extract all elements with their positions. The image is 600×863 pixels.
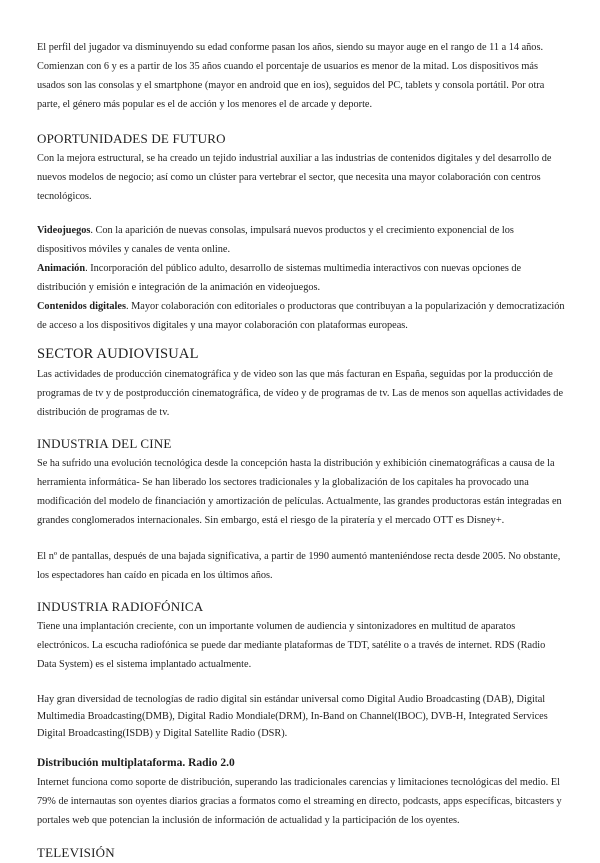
section-title-radio: INDUSTRIA RADIOFÓNICA [37,599,204,614]
cine-paragraph-2: El nº de pantallas, después de una bajada significativa, a partir de 1990 aumentó manteniéndose recta desde 2005. No obstante, los espectadores han caído en picada en los últimos años. [37,551,561,581]
section-title-cine: INDUSTRIA DEL CINE [37,436,172,451]
list-item-contenidos: Contenidos digitales. Mayor colaboración con editoriales o productoras que contribuyan a la popularización y democratización de acceso a los dispositivos digitales y una mayor colaboración con plataformas europeas. [37,301,565,331]
section-title-television: TELEVISIÓN [37,845,115,860]
list-term: Contenidos digitales [37,301,126,312]
section-title-distribucion: Distribución multiplataforma. Radio 2.0 [37,757,235,769]
cine-paragraph-1: Se ha sufrido una evolución tecnológica desde la concepción hasta la distribución y exhibición cinematográficas a causa de la herramienta informática- Se han liberado los sectores tradicionales y la globalización de los capitales ha provocado una modificación del modelo de financiación y amortización de películas. Actualmente, las grandes productoras están integradas en grandes conglomerados internacionales. Sin embargo, está el riesgo de la piratería y el mercado OTT es Disney+. [37,458,562,526]
section-title-oportunidades: OPORTUNIDADES DE FUTURO [37,131,226,146]
audiovisual-paragraph: Las actividades de producción cinematográfica y de video son las que más facturan en España, seguidas por la producción de programas de tv y de postproducción cinematográfica, de vídeo y de programas de tv. Las de menos son aquellas actividades de distribución de programas de tv. [37,369,564,418]
list-item-videojuegos: Videojuegos. Con la aparición de nuevas consolas, impulsará nuevos productos y el crecimiento exponencial de los dispositivos móviles y canales de venta online. [37,225,514,255]
radio-paragraph-2: Hay gran diversidad de tecnologías de radio digital sin estándar universal como Digital Audio Broadcasting (DAB), Digital Multimedia Broadcasting(DMB), Digital Radio Mondiale(DRM), In-Band on Channel(IBOC), DVB-H, Integrated Services Digital Broadcasting(ISDB) y Digital Satellite Radio (DSR). [37,694,548,739]
oportunidades-paragraph: Con la mejora estructural, se ha creado un tejido industrial auxiliar a las industrias de contenidos digitales y del desarrollo de nuevos modelos de negocio; así como un clúster para vertebrar el sector, que necesita una mayor colaboración con centros tecnológicos. [37,153,552,202]
intro-paragraph: El perfil del jugador va disminuyendo su edad conforme pasan los años, siendo su mayor auge en el rango de 11 a 14 años. Comienzan con 6 y es a partir de los 35 años cuando el porcentaje de usuarios es menor de la mitad. Los dispositivos más usados son las consolas y el smartphone (mayor en android que en ios), seguidos del PC, tablets y consola portátil. Por otra parte, el género más popular es el de acción y los menores el de arcade y deporte. [37,42,545,110]
list-item-animacion: Animación. Incorporación del público adulto, desarrollo de sistemas multimedia interactivos con nuevas opciones de distribución y emisión e integración de la animación en videojuegos. [37,263,522,293]
document-page [37,38,565,863]
list-term: Videojuegos [37,225,91,236]
section-title-audiovisual: SECTOR AUDIOVISUAL [37,346,199,362]
distribucion-paragraph: Internet funciona como soporte de distribución, superando las tradicionales carencias y limitaciones tecnológicas del medio. El 79% de internautas son oyentes diarios gracias a formatos como el streaming en directo, podcasts, apps específicas, bitcasters y portales web que potencian la inclusión de información de actualidad y la participación de los oyentes. [37,777,562,826]
radio-paragraph-1: Tiene una implantación creciente, con un importante volumen de audiencia y sintonizadores en multitud de aparatos electrónicos. La escucha radiofónica se puede dar mediante plataformas de TDT, satélite o a través de internet. RDS (Radio Data System) es el sistema implantado actualmente. [37,621,546,670]
list-term: Animación [37,263,86,274]
